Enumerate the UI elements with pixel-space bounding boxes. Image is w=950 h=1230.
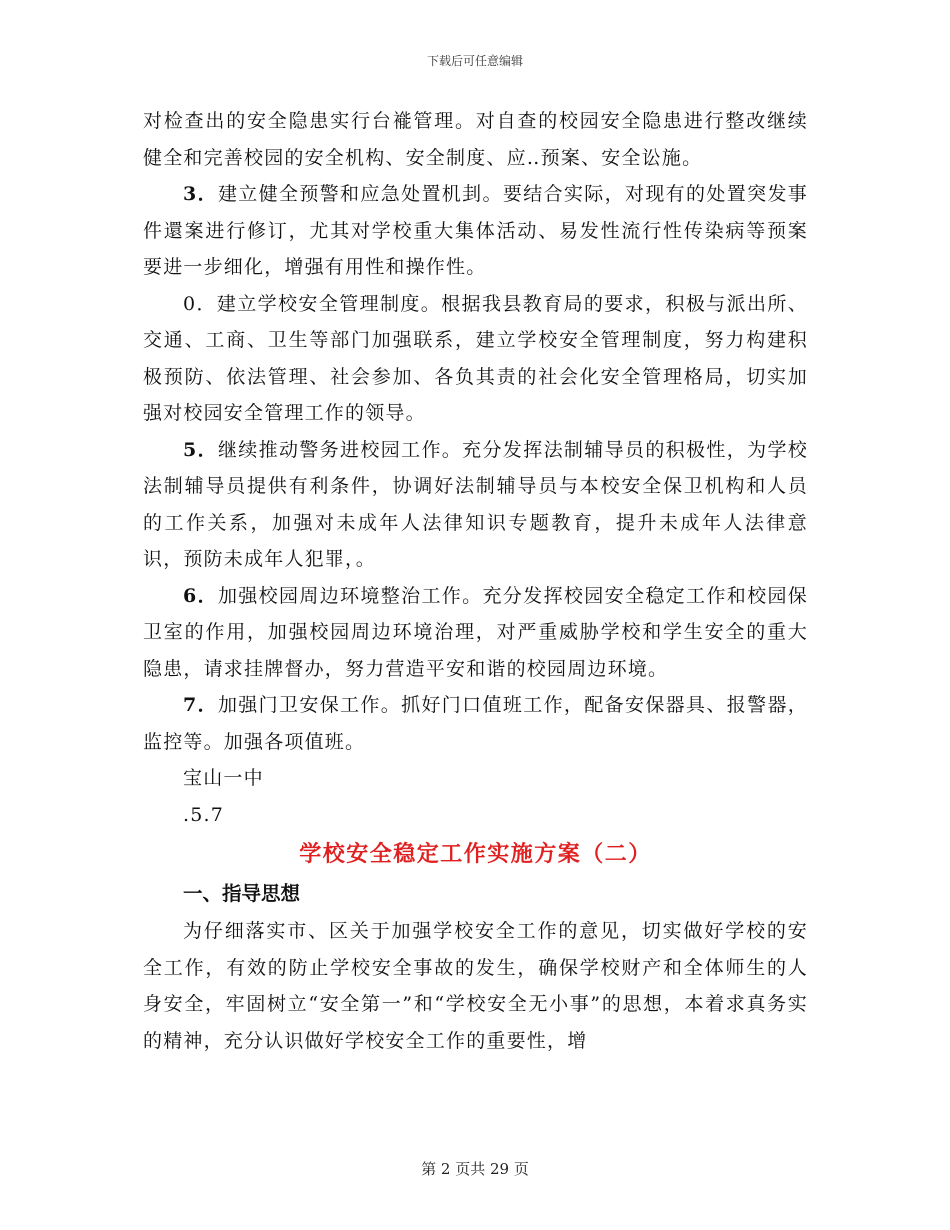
paragraph-item-5 [143,432,808,578]
page-footer: 第 2 页共 29 页 [421,1160,529,1178]
item-number: 5． [183,438,218,461]
section-heading: 一、指导思想 [183,882,301,905]
paragraph-text: 加强门卫安保工作。抓好门口值班工作，配备安保器具、报警器，监控等。加强各项值班。 [143,694,808,753]
item-number: 3． [183,183,218,205]
signature-date: .5.7 [183,803,225,826]
paragraph-text: 继续推动警务进校园工作。充分发挥法制辅导员的积极性，为学校法制辅导员提供有利条件，协调好法制辅导员与本校安全保卫机构和人员的工作关系，加强对未成年人法律知识专题教育，提升未成年人法律意识，预防未成年人犯罪，。 [143,438,808,570]
document-title: 学校安全稳定工作实施方案（二） [299,841,652,867]
paragraph-text: 对检查出的安全隐患实行台褦管理。对自查的校园安全隐患进行整改继续健全和完善校园的安全机构、安全制度、应‥预案、安全讼施。 [143,110,808,169]
paragraph-item-4 [143,286,808,432]
document-body [143,103,808,1059]
paragraph-item-3 [143,176,808,286]
paragraph-text: 加强校园周边环境整治工作。充分发挥校园安全稳定工作和校园保卫室的作用，加强校园周边环境治理，对严重威胁学校和学生安全的重大隐患，请求挂牌督办，努力营造平安和谐的校园周边环境。 [143,584,808,680]
item-number: 0． [183,292,217,315]
paragraph-text: 建立健全预警和应急处置机刲。要结合实际，对现有的处置突发事件還案进行修订，尤其对学校重大集体活动、易发性流行性传染病等预案要进一步细化，增强有用性和操作性。 [143,183,808,278]
section-paragraph: 为仔细落实市、区关于加强学校安全工作的意见，切实做好学校的安全工作，有效的防止学校安全事故的发生，确保学校财产和全体师生的人身安全，牢固树立“安全第一”和“学校安全无小事”的思想，本着求真务实的精神，充分认识做好学校安全工作的重要性，增 [143,920,808,1052]
item-number: 7． [183,694,218,716]
signature-org: 宝山一中 [183,767,264,789]
paragraph-text: 建立学校安全管理制度。根据我县教育局的要求，积极与派出所、交通、工商、卫生等部门加强联系，建立学校安全管理制度，努力构建积极预防、依法管理、社会参加、各负其责的社会化安全管理格局，切实加强对校园安全管理工作的领导。 [143,292,808,424]
item-number: 6． [183,584,218,607]
paragraph-continuation [143,103,808,176]
paragraph-item-7 [143,687,808,760]
page-header: 下载后可任意编辑 [426,54,523,68]
paragraph-item-6 [143,578,808,688]
